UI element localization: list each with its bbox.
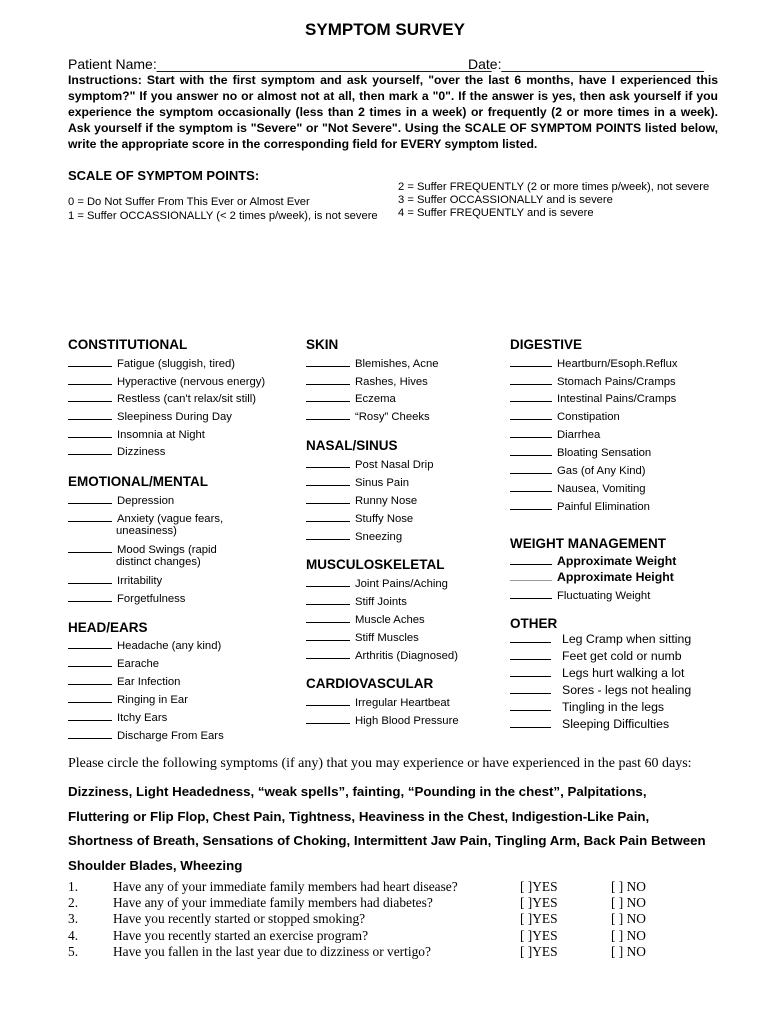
symptom-irritability[interactable]: Irritability <box>68 573 162 587</box>
symptom-stomach-pains[interactable]: Stomach Pains/Cramps <box>510 374 676 388</box>
circle-instructions: Please circle the following symptoms (if any) that you may experience or have experienced in the past 60 days: <box>68 756 692 771</box>
symptom-muscle-aches[interactable]: Muscle Aches <box>306 612 425 626</box>
instructions-text: Instructions: Start with the first symptom and ask yourself, "over the last 6 months, have I experienced this symptom?" If you answer no or almost not at all, then mark a "0". If the answer is yes, then ask yourself if you experience the symptom occasionally (less than 2 times in a week) or frequently (2 or more times in a week). Ask yourself if the symptom is "Severe" or "Not Severe". Using the SCALE OF SYMPTOM POINTS listed below, write the appropriate score in the corresponding field for EVERY symptom listed. <box>68 73 718 151</box>
symptom-eczema[interactable]: Eczema <box>306 391 396 405</box>
symptom-dizziness[interactable]: Dizziness <box>68 444 165 458</box>
symptom-constipation[interactable]: Constipation <box>510 409 620 423</box>
section-emotional-title: EMOTIONAL/MENTAL <box>68 474 208 489</box>
question-number: 2. <box>68 895 79 910</box>
symptom-bloating[interactable]: Bloating Sensation <box>510 445 651 459</box>
yes-checkbox[interactable]: [ ]YES <box>520 928 558 943</box>
no-checkbox[interactable]: [ ] NO <box>611 928 646 943</box>
symptom-anxiety-cont: uneasiness) <box>116 525 177 537</box>
scale-level-4: 4 = Suffer FREQUENTLY and is severe <box>398 207 594 219</box>
symptom-high-blood-pressure[interactable]: High Blood Pressure <box>306 713 459 727</box>
no-checkbox[interactable]: [ ] NO <box>611 911 646 926</box>
symptom-leg-cramp[interactable]: Leg Cramp when sitting <box>510 632 691 646</box>
symptom-rashes[interactable]: Rashes, Hives <box>306 374 428 388</box>
yes-checkbox[interactable]: [ ]YES <box>520 944 558 959</box>
symptom-sleeping-difficulties[interactable]: Sleeping Difficulties <box>510 717 669 731</box>
section-other-title: OTHER <box>510 616 558 631</box>
scale-level-0: 0 = Do Not Suffer From This Ever or Almost Ever <box>68 196 310 208</box>
symptom-arthritis[interactable]: Arthritis (Diagnosed) <box>306 648 458 662</box>
symptom-itchy-ears[interactable]: Itchy Ears <box>68 710 167 724</box>
section-skin-title: SKIN <box>306 337 339 352</box>
question-number: 4. <box>68 928 79 943</box>
date-field[interactable]: Date:__________________________ <box>468 56 704 72</box>
question-text: Have you recently started or stopped smoking? <box>113 911 366 926</box>
symptom-depression[interactable]: Depression <box>68 493 174 507</box>
section-constitutional-title: CONSTITUTIONAL <box>68 337 188 352</box>
symptom-earache[interactable]: Earache <box>68 656 159 670</box>
symptom-sores-legs[interactable]: Sores - legs not healing <box>510 683 691 697</box>
question-text: Have you recently started an exercise program? <box>113 928 369 943</box>
no-checkbox[interactable]: [ ] NO <box>611 879 646 894</box>
question-row <box>68 911 708 927</box>
question-text: Have you fallen in the last year due to dizziness or vertigo? <box>113 944 431 959</box>
symptom-stiff-muscles[interactable]: Stiff Muscles <box>306 630 419 644</box>
question-number: 3. <box>68 911 79 926</box>
scale-level-3: 3 = Suffer OCCASSIONALLY and is severe <box>398 194 613 206</box>
symptom-post-nasal-drip[interactable]: Post Nasal Drip <box>306 457 433 471</box>
symptom-insomnia[interactable]: Insomnia at Night <box>68 427 205 441</box>
question-row <box>68 895 708 911</box>
section-digestive-title: DIGESTIVE <box>510 337 583 352</box>
section-head-ears-title: HEAD/EARS <box>68 620 148 635</box>
symptom-blemishes[interactable]: Blemishes, Acne <box>306 356 439 370</box>
symptom-intestinal-pains[interactable]: Intestinal Pains/Cramps <box>510 391 676 405</box>
symptom-restless[interactable]: Restless (can't relax/sit still) <box>68 391 256 405</box>
symptom-legs-hurt[interactable]: Legs hurt walking a lot <box>510 666 684 680</box>
section-musculoskeletal-title: MUSCULOSKELETAL <box>306 557 445 572</box>
symptom-painful-elimination[interactable]: Painful Elimination <box>510 499 650 513</box>
symptom-fluctuating-weight[interactable]: Fluctuating Weight <box>510 588 650 602</box>
question-text: Have any of your immediate family members had diabetes? <box>113 895 433 910</box>
symptom-sinus-pain[interactable]: Sinus Pain <box>306 475 409 489</box>
patient-name-field[interactable]: Patient Name:___________________________________________ <box>68 56 492 72</box>
scale-level-1: 1 = Suffer OCCASSIONALLY (< 2 times p/week), is not severe <box>68 210 378 222</box>
field-approximate-weight[interactable]: Approximate Weight <box>510 554 676 568</box>
symptom-tingling-legs[interactable]: Tingling in the legs <box>510 700 664 714</box>
symptom-hyperactive[interactable]: Hyperactive (nervous energy) <box>68 374 265 388</box>
symptom-ear-discharge[interactable]: Discharge From Ears <box>68 728 224 742</box>
symptom-fatigue[interactable]: Fatigue (sluggish, tired) <box>68 356 235 370</box>
question-number: 1. <box>68 879 79 894</box>
symptom-anxiety[interactable]: Anxiety (vague fears, <box>68 511 223 525</box>
symptom-runny-nose[interactable]: Runny Nose <box>306 493 417 507</box>
symptom-diarrhea[interactable]: Diarrhea <box>510 427 600 441</box>
symptom-mood-swings[interactable]: Mood Swings (rapid <box>68 542 217 556</box>
symptom-nausea[interactable]: Nausea, Vomiting <box>510 481 646 495</box>
circle-symptom-list[interactable]: Dizziness, Light Headedness, “weak spells”, fainting, “Pounding in the chest”, Palpitations, Fluttering or Flip Flop, Chest Pain, Tightness, Heaviness in the Chest, Indigestion-Like Pain, Shortness of Breath, Sensations of Choking, Intermittent Jaw Pain, Tingling Arm, Back Pain Between Shoulder Blades, Wheezing <box>68 784 706 873</box>
symptom-irregular-heartbeat[interactable]: Irregular Heartbeat <box>306 695 450 709</box>
symptom-joint-pains[interactable]: Joint Pains/Aching <box>306 576 448 590</box>
yes-checkbox[interactable]: [ ]YES <box>520 895 558 910</box>
scale-heading: SCALE OF SYMPTOM POINTS: <box>68 168 260 183</box>
symptom-ear-infection[interactable]: Ear Infection <box>68 674 180 688</box>
symptom-heartburn[interactable]: Heartburn/Esoph.Reflux <box>510 356 678 370</box>
page-title: SYMPTOM SURVEY <box>305 20 465 39</box>
symptom-feet-cold[interactable]: Feet get cold or numb <box>510 649 682 663</box>
symptom-sleepiness[interactable]: Sleepiness During Day <box>68 409 232 423</box>
question-row <box>68 944 708 960</box>
field-approximate-height[interactable]: Approximate Height <box>510 570 674 584</box>
symptom-gas[interactable]: Gas (of Any Kind) <box>510 463 646 477</box>
symptom-sneezing[interactable]: Sneezing <box>306 529 402 543</box>
symptom-ringing-ear[interactable]: Ringing in Ear <box>68 692 188 706</box>
no-checkbox[interactable]: [ ] NO <box>611 895 646 910</box>
symptom-stuffy-nose[interactable]: Stuffy Nose <box>306 511 413 525</box>
question-text: Have any of your immediate family members had heart disease? <box>113 879 458 894</box>
section-weight-title: WEIGHT MANAGEMENT <box>510 536 666 551</box>
yes-checkbox[interactable]: [ ]YES <box>520 911 558 926</box>
section-cardiovascular-title: CARDIOVASCULAR <box>306 676 434 691</box>
question-row <box>68 928 708 944</box>
section-nasal-title: NASAL/SINUS <box>306 438 398 453</box>
symptom-mood-swings-cont: distinct changes) <box>116 556 201 568</box>
question-number: 5. <box>68 944 79 959</box>
question-row <box>68 879 708 895</box>
symptom-forgetfulness[interactable]: Forgetfulness <box>68 591 185 605</box>
scale-level-2: 2 = Suffer FREQUENTLY (2 or more times p/week), not severe <box>398 181 710 193</box>
symptom-headache[interactable]: Headache (any kind) <box>68 638 221 652</box>
symptom-rosy-cheeks[interactable]: “Rosy” Cheeks <box>306 409 430 423</box>
symptom-stiff-joints[interactable]: Stiff Joints <box>306 594 407 608</box>
yes-checkbox[interactable]: [ ]YES <box>520 879 558 894</box>
no-checkbox[interactable]: [ ] NO <box>611 944 646 959</box>
